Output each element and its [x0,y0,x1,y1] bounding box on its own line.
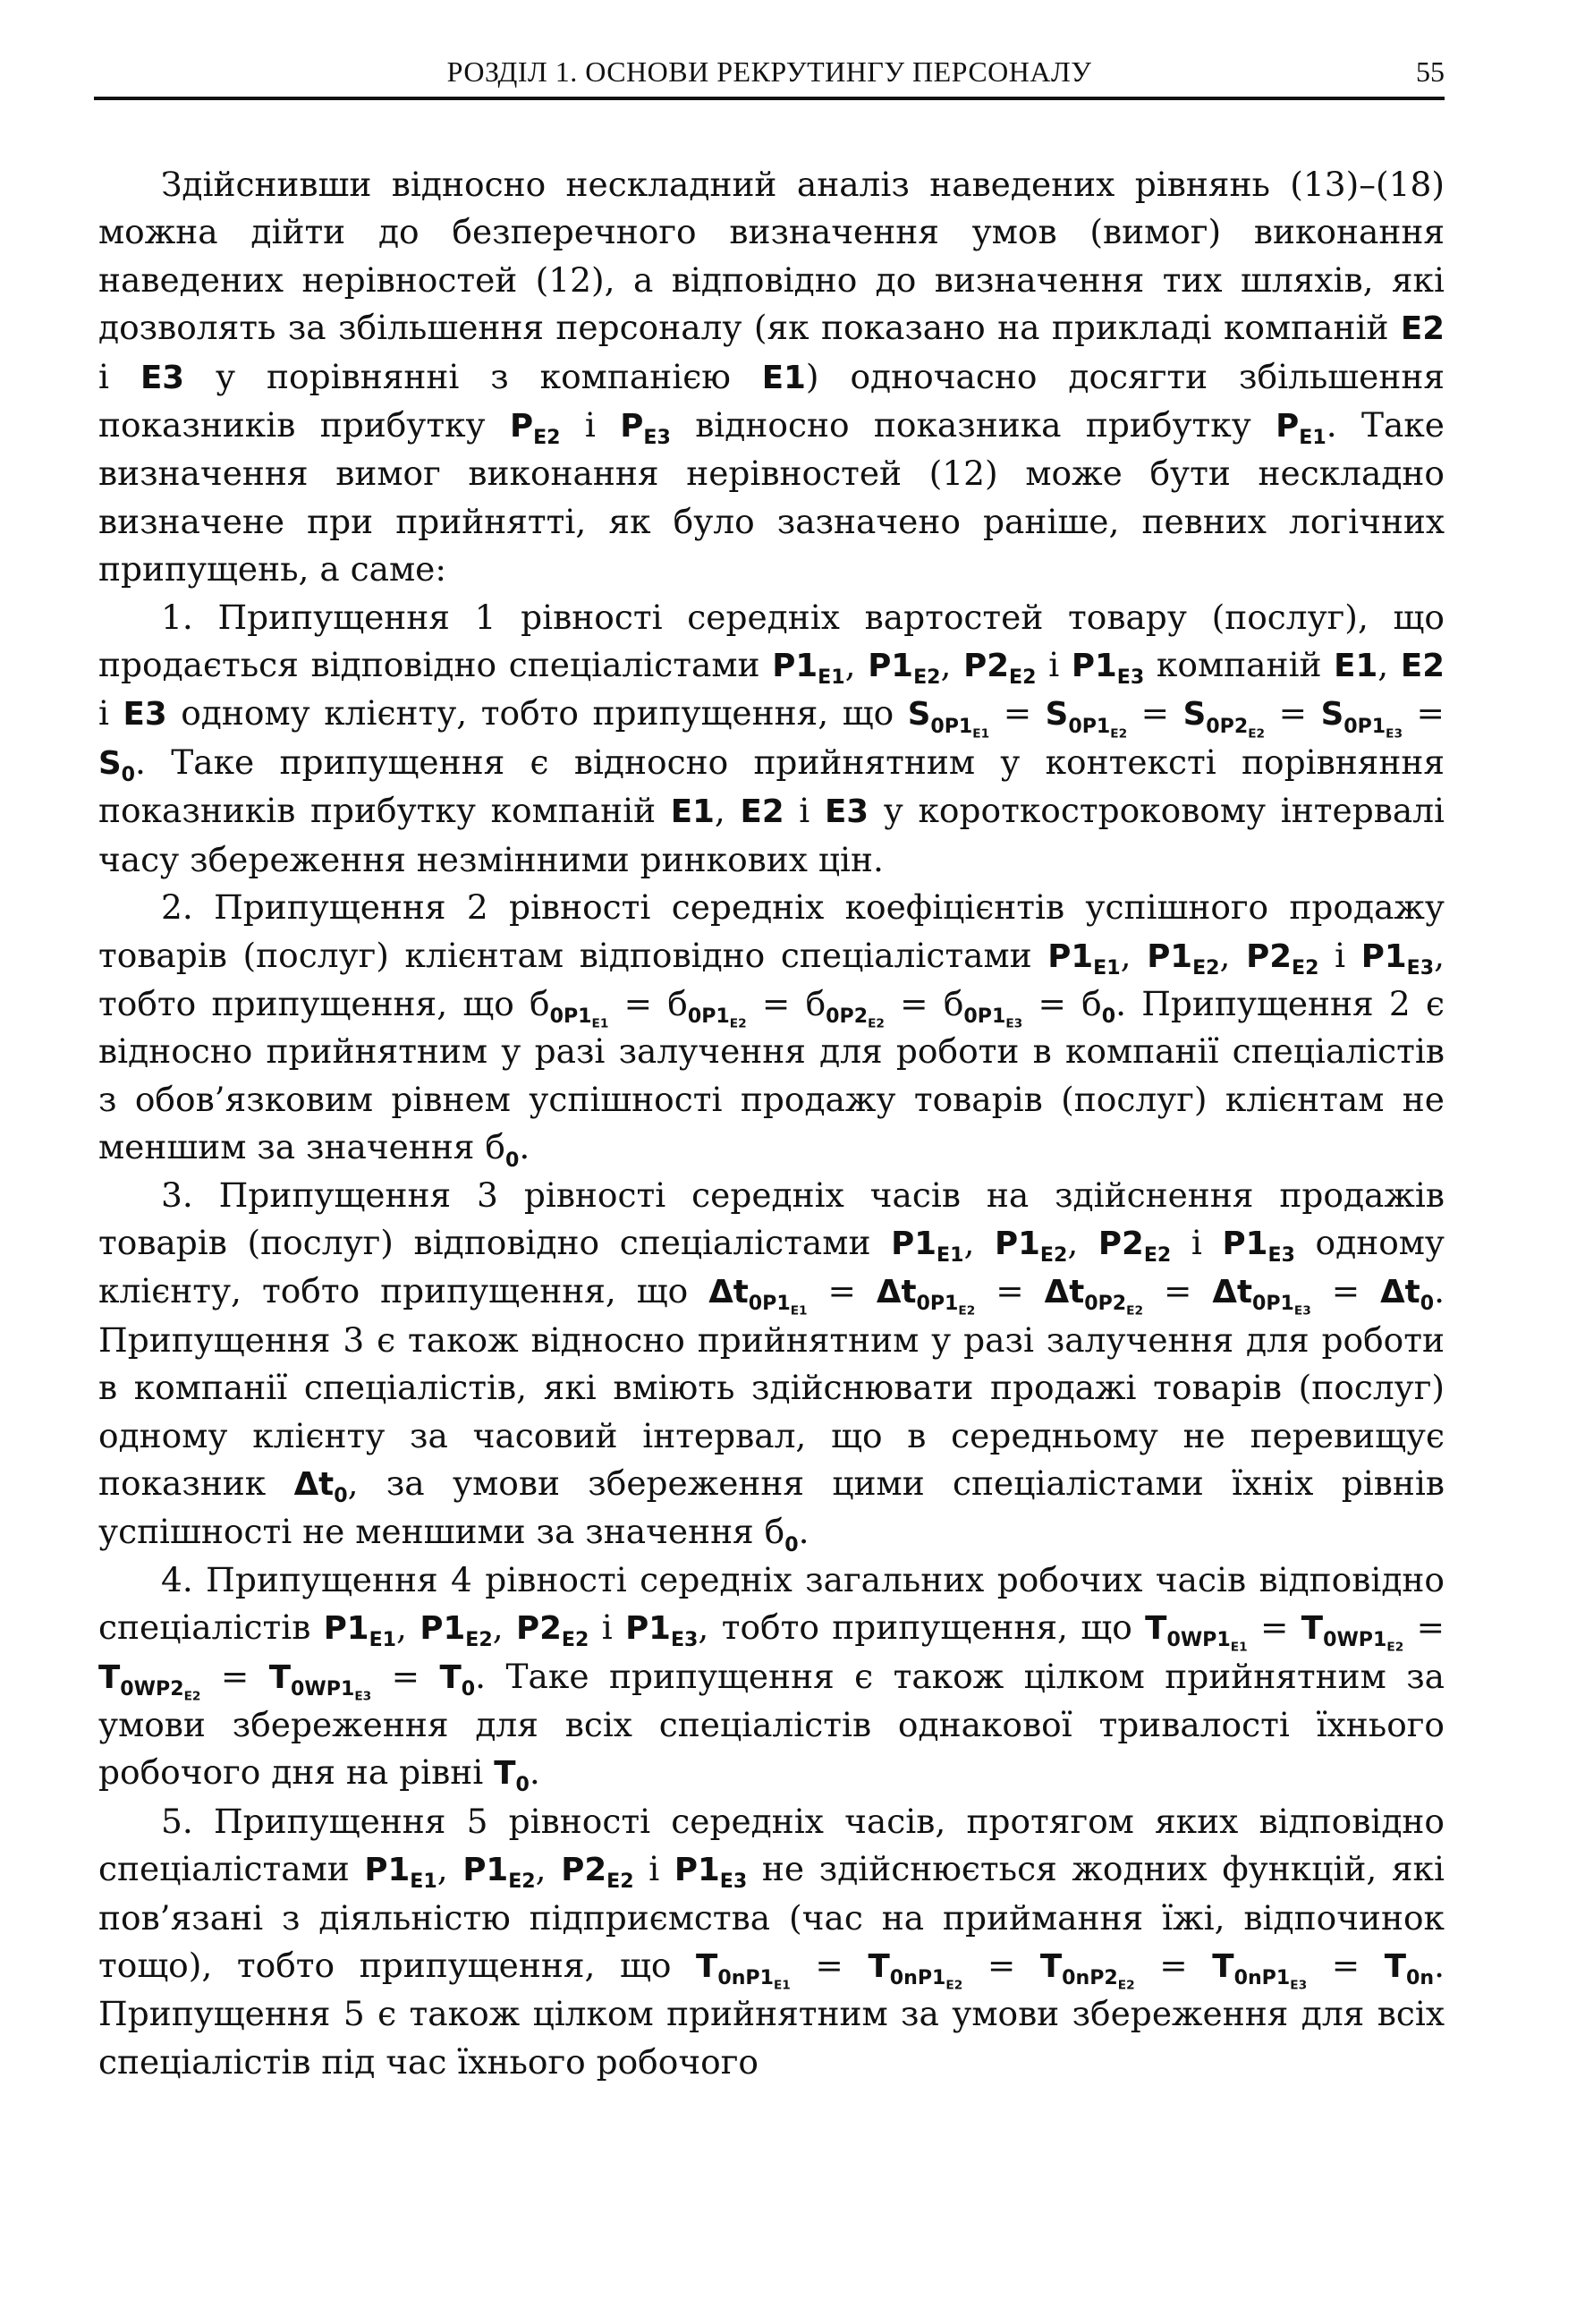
paragraph-assumption-5: 5. Припущення 5 рівності середніх часів, протягом яких відповідно спеціалістами $P1_{E1}$, $P1_{E2}$, $P2_{E2}$ і $P1_{E3}$ не здійснюється жодних функцій, які пов’язані з діяльністю підприємства (час на приймання їжі, відпочинок тощо), тобто припущення, що $T_{0nP1_{E1}} = T_{0nP1_{E2}} = T_{0nP2_{E2}} = T_{0nP1_{E3}} = T_{0n}$. Припущення 5 є також цілком прийнятним за умови збереження для всіх спеціалістів під час їхнього робочого [98,1801,1445,2082]
text-body [98,161,1445,2290]
page-header [94,52,1445,100]
paragraph-intro: Здійснивши відносно нескладний аналіз наведених рівнянь (13)–(18) можна дійти до безперечного визначення умов (вимог) виконання наведених нерівностей (12), а відповідно до визначення тих шляхів, які дозволять за збільшення персоналу (як показано на прикладі компаній E2 і E3 у порівнянні з компанією E1) одночасно досягти збільшення показників прибутку $P_{E2}$ і $P_{E3}$ відносно показника прибутку $P_{E1}$. Таке визначення вимог виконання нерівностей (12) може бути нескладно визначене при прийнятті, як було зазначено раніше, певних логічних припущень, а саме: [98,165,1445,589]
paragraph-assumption-1: 1. Припущення 1 рівності середніх вартостей товару (послуг), що продається відповідно спеціалістами $P1_{E1}$, $P1_{E2}$, $P2_{E2}$ і $P1_{E3}$ компаній E1, E2 і E3 одному клієнту, тобто припущення, що $S_{0P1_{E1}} = S_{0P1_{E2}} = S_{0P2_{E2}} = S_{0P1_{E3}} = S_0$. Таке припущення є відносно прийнятним у контексті порівняння показників прибутку компаній E1, E2 і E3 у короткостроковому інтервалі часу збереження незмінними ринкових цін. [98,597,1445,879]
paragraph-assumption-3: 3. Припущення 3 рівності середніх часів на здійснення продажів товарів (послуг) відповідно спеціалістами $P1_{E1}$, $P1_{E2}$, $P2_{E2}$ і $P1_{E3}$ одному клієнту, тобто припущення, що $\Delta t_{0P1_{E1}} = \Delta t_{0P1_{E2}} = \Delta t_{0P2_{E2}} = \Delta t_{0P1_{E3}} = \Delta t_0$. Припущення 3 є також відносно прийнятним у разі залучення для роботи в компанії спеціалістів, які вміють здійснювати продажі товарів (послуг) одному клієнту за часовий інтервал, що в середньому не перевищує показник $\Delta t_0$, за умови збереження цими спеціалістами їхніх рівнів успішності не меншими за значення $б_0$. [98,1175,1445,1556]
paragraph-assumption-4: 4. Припущення 4 рівності середніх загальних робочих часів відповідно спеціалістів $P1_{E1}$, $P1_{E2}$, $P2_{E2}$ і $P1_{E3}$, тобто припущення, що $T_{0WP1_{E1}} = T_{0WP1_{E2}} = T_{0WP2_{E2}} = T_{0WP1_{E3}} = T_0$. Таке припущення є також цілком прийнятним за умови збереження для всіх спеціалістів однакової тривалості їхнього робочого дня на рівні $T_0$. [98,1559,1445,1797]
page-number: 55 [1416,55,1445,88]
paragraph-assumption-2: 2. Припущення 2 рівності середніх коефіцієнтів успішного продажу товарів (послуг) клієнтам відповідно спеціалістами $P1_{E1}$, $P1_{E2}$, $P2_{E2}$ і $P1_{E3}$, тобто припущення, що $б_{0P1_{E1}} = б_{0P1_{E2}} = б_{0P2_{E2}} = б_{0P1_{E3}} = б_0$. Припущення 2 є відносно прийнятним у разі залучення для роботи в компанії спеціалістів з обов’язковим рівнем успішності продажу товарів (послуг) клієнтам не меншим за значення $б_0$. [98,887,1445,1172]
running-title: РОЗДІЛ 1. ОСНОВИ РЕКРУТИНГУ ПЕРСОНАЛУ [446,55,1092,88]
